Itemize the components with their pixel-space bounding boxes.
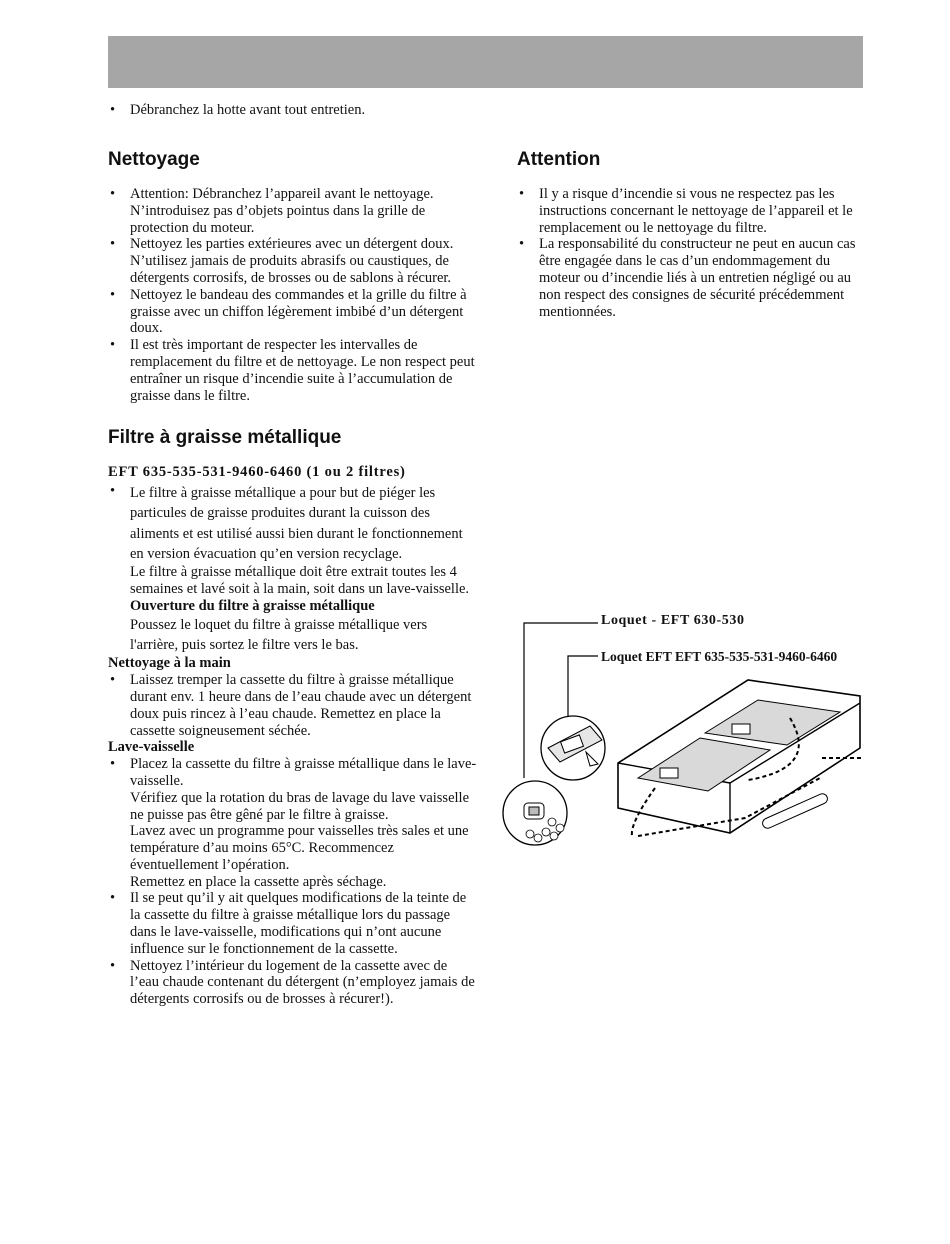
dishwasher-list bbox=[108, 756, 478, 1008]
section-title-attention: Attention bbox=[517, 149, 601, 170]
filtre-item-text: • Le filtre à graisse métallique a pour but de piéger les particules de graisse produites durant la cuisson des aliments et est utilisé aussi bien durant le fonctionnement en version évacuation qu’en version recyclage. bbox=[130, 485, 463, 563]
section-title-nettoyage: Nettoyage bbox=[108, 149, 200, 170]
nettoyage-item-text: • Nettoyez le bandeau des commandes et la grille du filtre à graisse avec un chiffon légèrement imbibé d’un détergent doux. bbox=[130, 286, 467, 337]
section-title-filtre: Filtre à graisse métallique bbox=[108, 427, 342, 449]
nettoyage-item-text: N’utilisez jamais de produits abrasifs ou caustiques, de détergents corrosifs, de brosses ou de sablons à récurer. bbox=[130, 253, 452, 286]
dishwasher-item-text: Vérifiez que la rotation du bras de lavage du lave vaisselle ne puisse pas être gêné par le filtre à graisse. bbox=[130, 789, 470, 823]
model-reference: EFT 635-535-531-9460-6460 (1 ou 2 filtres) bbox=[108, 464, 406, 481]
nettoyage-item-text: • Attention: Débranchez l’appareil avant le nettoyage. bbox=[130, 186, 434, 202]
main-cleaning-item: • Laissez tremper la cassette du filtre à graisse métallique durant env. 1 heure dans de l’eau chaude avec un détergent doux puis rincez à l’eau chaude. Remettez en place la cassette soigneusement séchée. bbox=[108, 672, 478, 739]
dishwasher-item bbox=[108, 756, 478, 890]
leader-line bbox=[568, 656, 598, 718]
latch-icon bbox=[732, 724, 750, 734]
right-column bbox=[517, 148, 867, 320]
ouverture-heading: Ouverture du filtre à graisse métallique bbox=[130, 597, 375, 614]
filtre-item bbox=[108, 483, 478, 655]
dishwasher-item bbox=[108, 958, 478, 1008]
intro-text: • Débranchez la hotte avant tout entretien. bbox=[108, 102, 365, 119]
nettoyage-item-text: • Nettoyez les parties extérieures avec un détergent doux. bbox=[130, 236, 454, 253]
dishwasher-heading: Lave-vaisselle bbox=[108, 739, 195, 756]
hood-filter-figure bbox=[490, 608, 870, 868]
main-cleaning-heading: Nettoyage à la main bbox=[108, 655, 231, 672]
intro-item bbox=[108, 102, 365, 119]
nettoyage-item bbox=[108, 186, 478, 236]
nettoyage-item bbox=[108, 236, 478, 286]
dishwasher-item-text: • Il se peut qu’il y ait quelques modifications de la teinte de la cassette du filtre à graisse métallique lors du passage dans le lave-vaisselle, modifications qui n’ont aucune influence sur le fonctionnement de la cassette. bbox=[130, 890, 467, 957]
hood-illustration bbox=[490, 608, 870, 868]
dishwasher-item-text: Lavez avec un programme pour vaisselles très sales et une température d’au moins 65°C. Recommencez éventuellement l’opération. bbox=[130, 823, 469, 873]
dishwasher-item-text: Remettez en place la cassette après séchage. bbox=[130, 873, 387, 890]
attention-item: • Il y a risque d’incendie si vous ne respectez pas les instructions concernant le nettoyage de l’appareil et le remplacement ou le nettoyage du filtre. bbox=[517, 186, 867, 236]
nettoyage-item bbox=[108, 287, 478, 337]
header-bar bbox=[108, 36, 863, 88]
attention-list bbox=[517, 186, 867, 320]
left-column bbox=[108, 148, 478, 1008]
ouverture-text: Poussez le loquet du filtre à graisse métallique vers l'arrière, puis sortez le filtre vers le bas. bbox=[130, 616, 428, 654]
nettoyage-item-text: • Il est très important de respecter les intervalles de remplacement du filtre et de nettoyage. Le non respect peut entraîner un risque d’incendie suite à l’accumulation de graisse dans le filtre. bbox=[130, 337, 475, 404]
dishwasher-item-text: • Placez la cassette du filtre à graisse métallique dans le lave-vaisselle. bbox=[130, 756, 477, 789]
filtre-list bbox=[108, 483, 478, 655]
latch-icon bbox=[660, 768, 678, 778]
latch-label-630: Loquet - EFT 630-530 bbox=[601, 613, 745, 628]
latch-label-635: Loquet EFT EFT 635-535-531-9460-6460 bbox=[601, 649, 838, 664]
nettoyage-item bbox=[108, 337, 478, 404]
attention-item: • La responsabilité du constructeur ne peut en aucun cas être engagée dans le cas d’un endommagement du moteur ou d’incendie liés à un entretien négligé ou au non respect des consignes de sécurité précédemment mentionnées. bbox=[517, 236, 867, 320]
main-cleaning-list bbox=[108, 672, 478, 739]
dishwasher-item-text: • Nettoyez l’intérieur du logement de la cassette avec de l’eau chaude contenant du détergent (n’employez jamais de détergents corrosifs ou de brosses à récurer!). bbox=[130, 957, 475, 1008]
nettoyage-list bbox=[108, 186, 478, 404]
dishwasher-item bbox=[108, 890, 478, 957]
nettoyage-item-text: N’introduisez pas d’objets pointus dans la grille de protection du moteur. bbox=[130, 202, 426, 236]
filtre-item-text: Le filtre à graisse métallique doit être extrait toutes les 4 semaines et lavé soit à la main, soit dans un lave-vaisselle. bbox=[130, 564, 470, 598]
